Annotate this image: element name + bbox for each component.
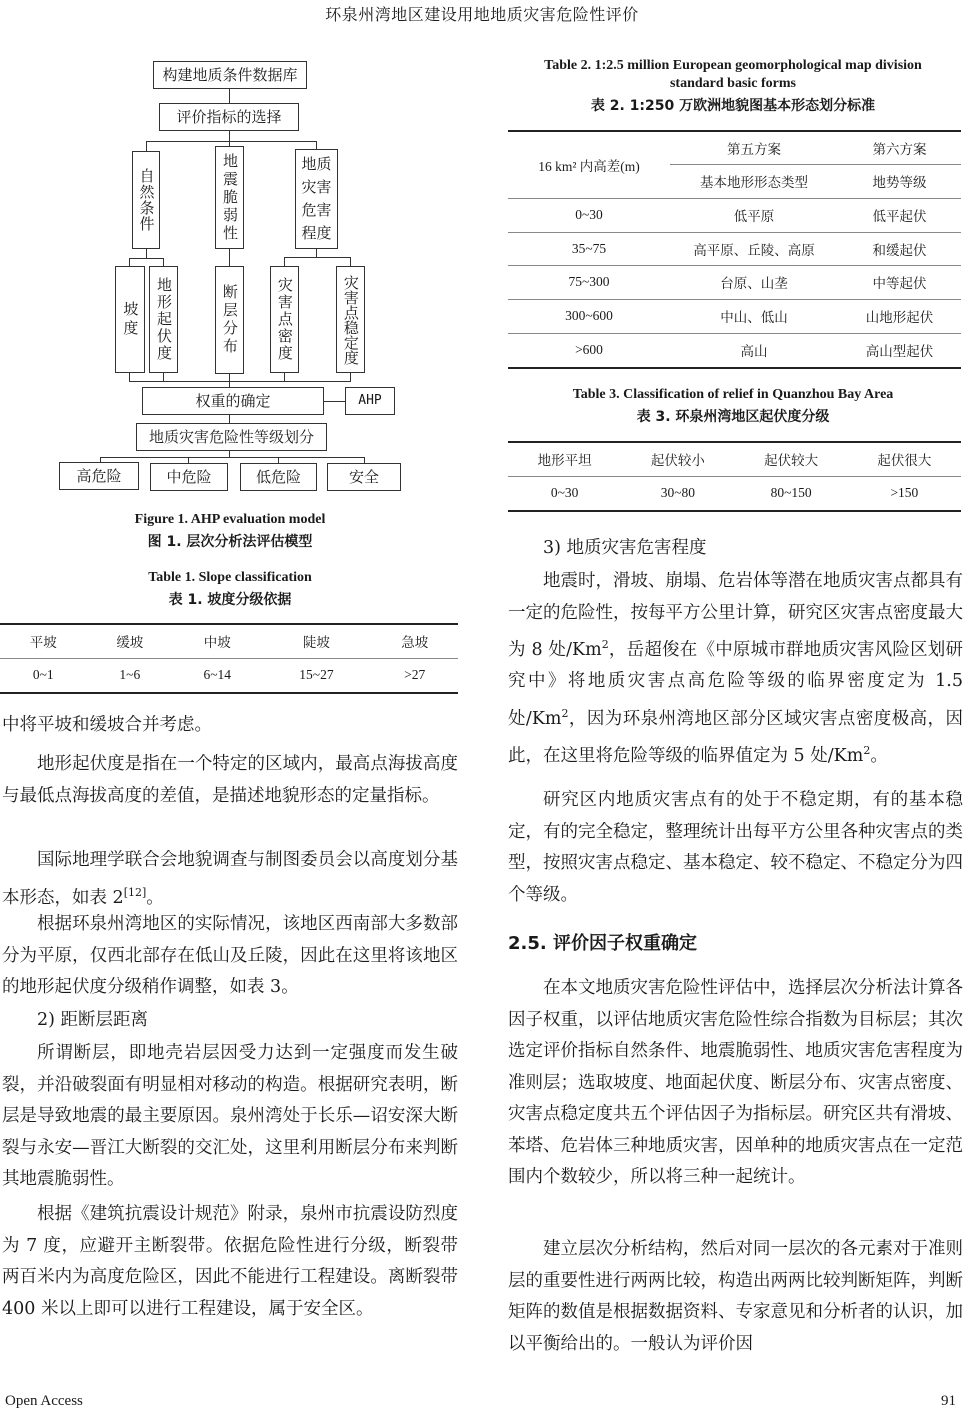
table-cell: 高山: [740, 344, 768, 359]
table-cell: 30~80: [660, 485, 696, 500]
right-paragraph-1-part-b: ，岳超俊在《中原城市群地质灾害风险区划研究中》将地质灾害点高危险等级的临界密度定为 1.5 处/Km: [508, 639, 963, 729]
table-header-cell: 起伏很大: [877, 453, 932, 468]
connector: [284, 372, 285, 381]
table-cell: 高平原、丘陵、高原: [693, 242, 815, 258]
indicator-slope-box: [115, 266, 145, 373]
right-paragraph-1-part-c: ，因为环泉州湾地区部分区域灾害点密度极高，因此，在这里将危险等级的临界值定为 5 处/Km: [508, 708, 963, 766]
subsection-heading-2: 2) 距断层距离: [37, 1010, 149, 1030]
citation-ref: [12]: [123, 885, 147, 899]
connector: [350, 257, 351, 266]
left-paragraph-3-end: 。: [146, 887, 164, 908]
table-cell: 和缓起伏: [872, 242, 927, 258]
indicator-stability-box: [336, 266, 365, 373]
publisher-label: Open Access: [5, 1393, 83, 1409]
connector: [284, 257, 285, 266]
left-paragraph-4: 根据环泉州湾地区的实际情况，该地区西南部大多数部分为平原，仅西北部存在低山及丘陵，因此在这里将该地区的地形起伏度分级稍作调整，如表 3。: [2, 914, 458, 997]
table-header-cell: 缓坡: [116, 635, 144, 650]
table-cell: 高山型起伏: [865, 344, 934, 359]
table-cell: 中山、低山: [720, 310, 788, 325]
level-medium-box: 中危险: [150, 463, 228, 491]
figure-1-flowchart: [0, 0, 480, 500]
superscript: 2: [601, 638, 609, 651]
connector: [229, 415, 230, 423]
criterion-natural-box: [132, 151, 160, 249]
right-paragraph-2: 研究区内地质灾害点有的处于不稳定期，有的基本稳定，有的完全稳定，整理统计出每平方公里各种灾害点的类型，按照灾害点稳定、基本稳定、较不稳定、不稳定分为四个等级。: [508, 790, 963, 905]
table-cell: 35~75: [571, 240, 607, 256]
table-header-cell: 中坡: [203, 635, 231, 650]
table-1-caption-zh: 表 1. 坡度分级依据: [168, 592, 292, 608]
running-header: 环泉州湾地区建设用地地质灾害危险性评价: [325, 5, 639, 24]
connector: [316, 141, 317, 149]
table-cell: 75~300: [568, 274, 610, 289]
table-header-cell: 地形平坦: [537, 453, 592, 468]
table-cell: 6~14: [203, 667, 232, 682]
table-rule: [508, 510, 961, 512]
table-2-caption-en-line1: Table 2. 1:2.5 million European geomorphological map division: [544, 58, 922, 73]
table-header-cell: 第五方案: [727, 141, 781, 157]
connector: [163, 258, 164, 266]
table-header-cell: 平坡: [29, 635, 57, 650]
connector: [100, 457, 364, 458]
weight-determination-box: 权重的确定: [142, 387, 324, 415]
table-cell: 台原、山垄: [720, 276, 788, 291]
table-header-cell: 起伏较大: [764, 453, 819, 468]
subsection-heading-3: 3) 地质灾害危害程度: [543, 538, 707, 558]
superscript: 2: [863, 744, 871, 758]
table-1: [0, 624, 458, 692]
connector: [146, 141, 147, 151]
table-header-cell: 基本地形形态类型: [700, 175, 808, 190]
level-high-box: 高危险: [59, 462, 139, 490]
table-rule: [0, 692, 458, 694]
right-paragraph-1: [508, 566, 963, 772]
indicator-stability-label: 灾害点稳定度: [341, 274, 360, 365]
table-cell: 15~27: [299, 667, 334, 682]
table-cell: 0~30: [550, 485, 579, 500]
indicator-density-box: [270, 266, 299, 373]
figure-1-caption-en: Figure 1. AHP evaluation model: [134, 512, 326, 527]
left-paragraph-1: 中将平坡和缓坡合并考虑。: [2, 715, 212, 735]
hazard-grading-box: 地质灾害危险性等级划分: [136, 423, 327, 451]
connector: [316, 248, 317, 257]
table-header-cell: 16 km² 内高差(m): [538, 158, 640, 174]
table-cell: 低平起伏: [872, 209, 927, 224]
criterion-seismic-box: [215, 146, 244, 249]
table-header-cell: 陡坡: [302, 635, 330, 650]
build-database-box: 构建地质条件数据库: [153, 61, 307, 89]
table-cell: 0~1: [32, 667, 54, 682]
superscript: 2: [561, 706, 569, 720]
connector: [350, 372, 351, 381]
table-cell: 1~6: [119, 667, 141, 682]
table-cell: 低平原: [733, 209, 775, 224]
table-header-cell: 起伏较小: [650, 453, 705, 468]
table-cell: 中等起伏: [872, 276, 927, 291]
table-2: [508, 131, 961, 367]
page-number: 91: [941, 1393, 956, 1409]
connector: [324, 401, 345, 402]
criterion-hazard-box: [295, 149, 338, 249]
table-2-caption-en-line2: standard basic forms: [669, 76, 796, 91]
table-1-caption-en: Table 1. Slope classification: [148, 570, 312, 585]
table-cell: >27: [404, 667, 426, 682]
indicator-slope-label: 坡度: [121, 300, 140, 339]
table-header-cell: 急坡: [401, 635, 429, 650]
ahp-box: AHP: [345, 387, 395, 415]
left-paragraph-5: 所谓断层，即地壳岩层因受力达到一定强度而发生破裂，并沿破裂面有明显相对移动的构造。根据研究表明，断层是导致地震的最主要原因。泉州湾处于长乐—诏安深大断裂与永安—晋江大断裂的交汇处，这里利用断层分布来判断其地震脆弱性。: [2, 1043, 458, 1189]
left-paragraph-3-text: 国际地理学联合会地貌调查与制图委员会以高度划分基本形态，如表 2: [2, 850, 458, 908]
indicator-density-label: 灾害点密度: [275, 277, 294, 362]
connector: [229, 88, 230, 103]
connector: [146, 141, 317, 142]
table-cell: 300~600: [565, 308, 613, 323]
indicator-fault-box: [215, 266, 244, 374]
table-cell: >150: [890, 485, 919, 500]
connector: [229, 374, 230, 381]
table-cell: 0~30: [575, 207, 603, 222]
connector: [129, 372, 130, 381]
right-paragraph-3: 在本文地质灾害危险性评估中，选择层次分析法计算各因子权重，以评估地质灾害危险性综合指数为目标层；其次选定评价指标自然条件、地震脆弱性、地质灾害危害程度为准则层；选取坡度、地面起伏度、断层分布、灾害点密度、灾害点稳定度共五个评估因子为指标层。研究区共有滑坡、苯塔、危岩体三种地质灾害，因单种的地质灾害点在一定范围内个数较少，所以将三种一起统计。: [508, 978, 963, 1187]
table-cell: 80~150: [770, 485, 812, 500]
level-safe-box: 安全: [327, 463, 401, 491]
connector: [129, 258, 130, 266]
section-heading-2-5: 2.5. 评价因子权重确定: [508, 933, 697, 954]
table-cell: >600: [575, 342, 603, 357]
figure-1-caption-zh: 图 1. 层次分析法评估模型: [147, 534, 313, 550]
table-header-cell: 第六方案: [872, 141, 927, 157]
right-paragraph-4: 建立层次分析结构，然后对同一层次的各元素对于准则层的重要性进行两两比较，构造出两两比较判断矩阵，判断矩阵的数值是根据数据资料、专家意见和分析者的认识，加以平衡给出的。一般认为评价因: [508, 1239, 963, 1354]
connector: [229, 248, 230, 266]
table-3-caption-zh: 表 3. 环泉州湾地区起伏度分级: [636, 409, 830, 425]
indicator-relief-label: 地形起伏度: [155, 277, 173, 362]
criterion-natural-label: 自然条件: [137, 168, 156, 232]
table-2-caption-zh: 表 2. 1:250 万欧洲地貌图基本形态划分标准: [590, 98, 876, 114]
right-paragraph-1-part-a: 地震时，滑坡、崩塌、危岩体等潜在地质灾害点都具有一定的危险性，按每平方公里计算，研究区灾害点密度最大为 8 处/Km: [508, 571, 963, 660]
criterion-hazard-label: 地质灾害危害程度: [301, 155, 332, 242]
table-3-caption-en: Table 3. Classification of relief in Quanzhou Bay Area: [572, 387, 894, 402]
table-rule: [508, 367, 961, 369]
level-low-box: 低危险: [240, 463, 317, 491]
indicator-fault-label: 断层分布: [220, 284, 239, 356]
left-paragraph-6: 根据《建筑抗震设计规范》附录，泉州市抗震设防烈度为 7 度，应避开主断裂带。依据危险性进行分级，断裂带两百米内为高度危险区，因此不能进行工程建设。离断裂带 400 米以上即可以进行工程建设，属于安全区。: [2, 1204, 458, 1319]
connector: [163, 372, 164, 381]
table-header-cell: 地势等级: [872, 175, 927, 190]
indicator-relief-box: [149, 266, 178, 373]
table-3: [508, 442, 961, 510]
criterion-seismic-label: 地震脆弱性: [221, 152, 239, 243]
connector: [229, 130, 230, 141]
right-paragraph-1-part-d: 。: [870, 745, 888, 766]
left-paragraph-3: [2, 845, 458, 914]
table-cell: 山地形起伏: [865, 310, 934, 325]
connector: [129, 258, 163, 259]
left-paragraph-2: 地形起伏度是指在一个特定的区域内，最高点海拔高度与最低点海拔高度的差值，是描述地貌形态的定量指标。: [2, 754, 458, 806]
select-indicators-box: 评价指标的选择: [159, 103, 299, 131]
connector: [284, 257, 350, 258]
connector: [146, 248, 147, 258]
connector: [129, 381, 351, 382]
